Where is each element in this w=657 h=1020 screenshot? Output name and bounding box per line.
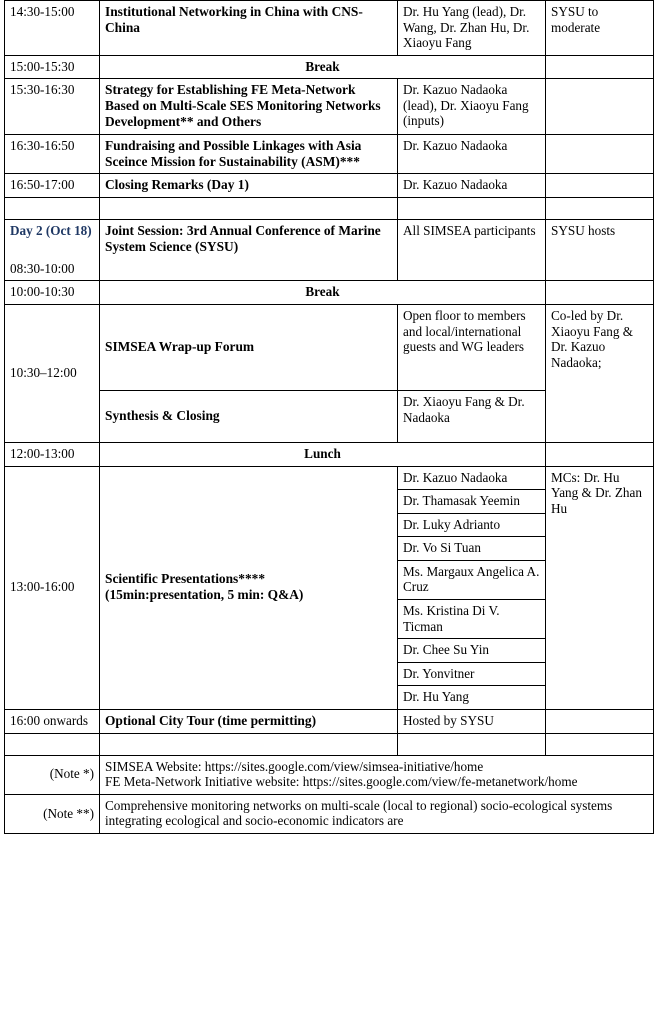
cell-spacer [100, 198, 398, 220]
cell-time-day2 [5, 220, 100, 281]
cell-notes [546, 442, 654, 466]
table-row-break [5, 55, 654, 79]
cell-break-label: Break [100, 55, 546, 79]
cell-spacer [398, 733, 546, 755]
cell-people: Open floor to members and local/international guests and WG leaders [398, 304, 546, 390]
cell-topic: Institutional Networking in China with CNS-China [100, 1, 398, 56]
cell-time: 16:30-16:50 [5, 134, 100, 174]
mc-notes: MCs: Dr. Hu Yang & Dr. Zhan Hu [551, 469, 642, 516]
cell-presenter: Ms. Kristina Di V. Ticman [398, 599, 546, 638]
cell-presenter: Dr. Luky Adrianto [398, 513, 546, 537]
cell-topic: Strategy for Establishing FE Meta-Network Based on Multi-Scale SES Monitoring Networks Development** and Others [100, 79, 398, 134]
cell-people: Dr. Xiaoyu Fang & Dr. Nadaoka [398, 390, 546, 442]
note-text [100, 755, 654, 794]
cell-time: 12:00-13:00 [5, 442, 100, 466]
table-row [5, 709, 654, 733]
topic-title: Scientific Presentations**** [105, 571, 266, 587]
cell-notes [546, 466, 654, 709]
note-line: SIMSEA Website: https://sites.google.com/view/simsea-initiative/home [105, 758, 484, 774]
table-row-spacer [5, 198, 654, 220]
cell-time: 10:30–12:00 [5, 304, 100, 442]
note-label: (Note **) [5, 794, 100, 833]
cell-time: 15:00-15:30 [5, 55, 100, 79]
cell-presenter: Dr. Vo Si Tuan [398, 537, 546, 561]
table-row-note [5, 794, 654, 833]
day2-label: Day 2 (Oct 18) [10, 223, 92, 239]
cell-break-label: Lunch [100, 442, 546, 466]
cell-topic: Closing Remarks (Day 1) [100, 174, 398, 198]
table-row-break [5, 442, 654, 466]
cell-notes [546, 709, 654, 733]
cell-notes [546, 281, 654, 305]
cell-presenter: Dr. Yonvitner [398, 662, 546, 686]
day2-time: 08:30-10:00 [10, 260, 75, 276]
cell-topic: Joint Session: 3rd Annual Conference of Marine System Science (SYSU) [100, 220, 398, 281]
table-row-spacer [5, 733, 654, 755]
cell-presenter: Dr. Kazuo Nadaoka [398, 466, 546, 490]
cell-people: Dr. Kazuo Nadaoka [398, 174, 546, 198]
cell-topic [100, 466, 398, 709]
topic-subtitle: (15min:presentation, 5 min: Q&A) [105, 587, 304, 603]
cell-people: All SIMSEA participants [398, 220, 546, 281]
cell-spacer [100, 733, 398, 755]
cell-notes [546, 174, 654, 198]
note-text: Comprehensive monitoring networks on multi-scale (local to regional) socio-ecological systems integrating ecological and socio-economic indicators are [100, 794, 654, 833]
cell-time: 13:00-16:00 [5, 466, 100, 709]
cell-time: 14:30-15:00 [5, 1, 100, 56]
cell-notes: SYSU to moderate [546, 1, 654, 56]
cell-notes: Co-led by Dr. Xiaoyu Fang & Dr. Kazuo Nadaoka; [546, 304, 654, 442]
table-row [5, 174, 654, 198]
cell-notes [546, 134, 654, 174]
table-row [5, 134, 654, 174]
table-row [5, 304, 654, 390]
cell-topic: Optional City Tour (time permitting) [100, 709, 398, 733]
cell-topic: SIMSEA Wrap-up Forum [100, 304, 398, 390]
cell-time [5, 709, 100, 733]
cell-spacer [5, 198, 100, 220]
note-line: FE Meta-Network Initiative website: https://sites.google.com/view/fe-metanetwork/home [105, 774, 578, 790]
cell-spacer [5, 733, 100, 755]
cell-people: Dr. Kazuo Nadaoka (lead), Dr. Xiaoyu Fang (inputs) [398, 79, 546, 134]
cell-notes: SYSU hosts [546, 220, 654, 281]
cell-people: Dr. Kazuo Nadaoka [398, 134, 546, 174]
cell-time: 15:30-16:30 [5, 79, 100, 134]
cell-notes [546, 55, 654, 79]
cell-break-label: Break [100, 281, 546, 305]
cell-notes [546, 79, 654, 134]
table-row [5, 466, 654, 490]
cell-presenter: Dr. Hu Yang [398, 686, 546, 710]
cell-people: Dr. Hu Yang (lead), Dr. Wang, Dr. Zhan Hu, Dr. Xiaoyu Fang [398, 1, 546, 56]
cell-presenter: Ms. Margaux Angelica A. Cruz [398, 560, 546, 599]
cell-time: 16:50-17:00 [5, 174, 100, 198]
cell-presenter: Dr. Chee Su Yin [398, 639, 546, 663]
table-row-break [5, 281, 654, 305]
note-label: (Note *) [5, 755, 100, 794]
table-row [5, 79, 654, 134]
cell-spacer [546, 198, 654, 220]
table-row-note [5, 755, 654, 794]
time-text: 16:00 onwards [10, 712, 89, 728]
cell-spacer [546, 733, 654, 755]
agenda-table [4, 0, 654, 834]
table-row-day2 [5, 220, 654, 281]
cell-spacer [398, 198, 546, 220]
cell-topic: Synthesis & Closing [100, 390, 398, 442]
cell-topic: Fundraising and Possible Linkages with Asia Sceince Mission for Sustainability (ASM)*** [100, 134, 398, 174]
cell-presenter: Dr. Thamasak Yeemin [398, 490, 546, 514]
cell-people: Hosted by SYSU [398, 709, 546, 733]
table-row [5, 1, 654, 56]
cell-time: 10:00-10:30 [5, 281, 100, 305]
